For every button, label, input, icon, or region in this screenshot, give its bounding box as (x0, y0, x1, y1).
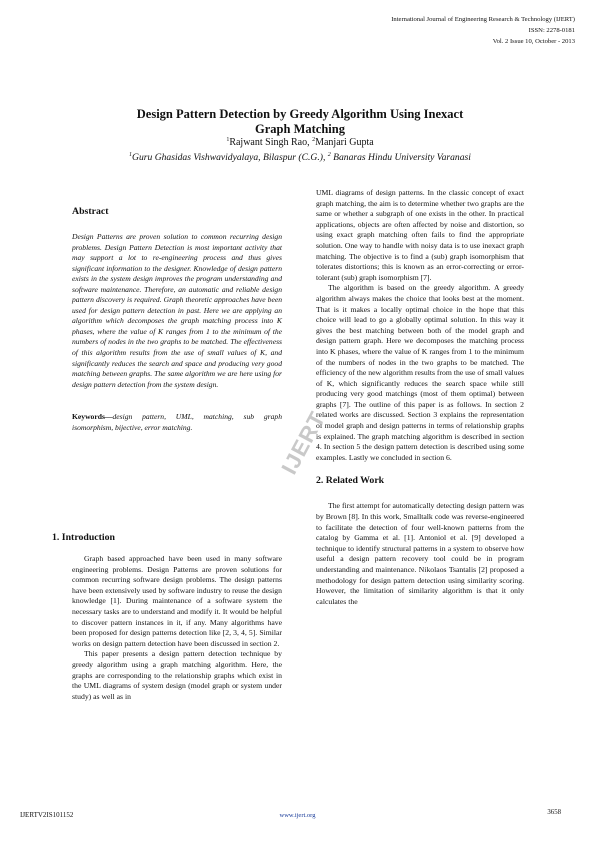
paper-id: IJERTV2IS101152 (20, 811, 74, 819)
affil1-sup: 1 (129, 152, 133, 158)
left-column-top (72, 196, 282, 433)
intro-paragraph-4: The algorithm is based on the greedy algorithm. A greedy algorithm always makes the choice that looks best at the moment. That is it makes a locally optimal choice in the hope that this choice will lead to go a globally optimal solution. In this way it gives the best matching between both of the model graph and design pattern graph. Here we decomposes the matching process into K phases, where the value of K ranges from 1 to the minimum of the numbers of nodes in the two graphs to be matched. The efficiency of the new algorithm results from the use of small values of K, which significantly reduces the search space while still producing very good matchings (most of them optimal) between graphs [7]. The outline of this paper is as follows. In section 2 related works are discussed. Section 3 explains the representation of model graph and design patterns in terms of relationship graphs is explained. The graph matching algorithm is described in section 4. In section 5 the design pattern detection is described using some examples. Lastly we concluded in section 6. (316, 283, 524, 462)
left-column-body (72, 554, 282, 702)
authors (100, 137, 500, 149)
keywords-label: Keywords— (72, 412, 113, 422)
ijert-watermark: IJERT (276, 407, 331, 479)
title-line-1: Design Pattern Detection by Greedy Algorithm Using Inexact (136, 107, 464, 121)
author1-sup: 1 (226, 137, 230, 143)
introduction-heading: 1. Introduction (52, 532, 115, 543)
abstract-text: Design Patterns are proven solution to common recurring design problems. Design Pattern Detection is most important activity that may support a lot to re-engineering process and thus gives significant information to the designer. Knowledge of design pattern exists in the system design improves the program understanding and software maintenance. Therefore, an automatic and reliable design pattern discovery is required. Graph theoretic approaches have been used for design pattern detection in past. Here we are applying an algorithm which decomposes the graph matching process into K phases, where the value of K ranges from 1 to the minimum of the numbers of nodes in the two graphs to be matched. The effectiveness of this algorithm results from the use of small values of K, and significantly reduces the search and space and producing very good matching between graphs. The same algorithm we are here using for design pattern detection from the system design. (72, 232, 282, 389)
volume-issue: Vol. 2 Issue 10, October - 2013 (492, 38, 575, 45)
author2: Manjari Gupta (315, 137, 374, 148)
related-work-heading: 2. Related Work (316, 475, 385, 487)
journal-name: International Journal of Engineering Research & Technology (IJERT) (391, 16, 575, 23)
title-line-2: Graph Matching (255, 122, 345, 136)
keywords (72, 412, 282, 433)
affil1: Guru Ghasidas Vishwavidyalaya, Bilaspur (C.G.), (132, 152, 328, 163)
affil2: Banaras Hindu University Varanasi (330, 152, 471, 163)
intro-paragraph-1: Graph based approached have been used in many software engineering problems. Design Patterns are proven solutions for common recurring software design problems. The design patterns have been extensively used by software industry to reuse the design knowledge [1]. During maintenance of a software system the necessary tasks are to understand and modify it. It would be helpful to discover pattern instances in it, if any. Many algorithms have been proposed for design patterns detection like [2, 3, 4, 5]. Similar works on design pattern detection have been discussed in section 2. (72, 554, 282, 648)
page-number: 3658 (547, 809, 561, 816)
website-link[interactable]: www.ijert.org (279, 812, 316, 819)
right-column (316, 188, 524, 607)
intro-paragraph-3: UML diagrams of design patterns. In the classic concept of exact graph matching, the aim is to determine whether two graphs are the same or whether a subgraph of one exists in the other. In practical applications, objects are often affected by noise and distortion, so using exact graph matching often fails to find the appropriate solution. One way to handle with noisy data is to use inexact graph matching. The objective is to find a (sub) graph isomorphism that tolerates distortions; this is known as an error-correcting or error-tolerant (sub) graph isomorphism [7]. (316, 188, 524, 282)
issn: ISSN: 2278-0181 (528, 27, 575, 34)
paper-title (100, 107, 500, 137)
related-work-paragraph-1: The first attempt for automatically detecting design pattern was by Brown [8]. In this work, Smalltalk code was reverse-engineered to facilitate the detection of four well-known patterns from the catalog by Gamma et al. [1]. Antoniol et al. [9] developed a technique to identify structural patterns in a system to observe how useful a design pattern recovery tool could be in program understanding and maintenance. Nikolaos Tsantalis [2] proposed a methodology for design pattern detection using similarity scoring. However, the limitation of similarity algorithm is that it only calculates the (316, 501, 524, 606)
affiliations (40, 152, 560, 164)
keywords-text: design pattern, UML, matching, sub graph isomorphism, bijective, error matching. (72, 412, 282, 432)
intro-paragraph-2: This paper presents a design pattern detection technique by greedy algorithm using a graph matching algorithm. Here, the graphs are corresponding to the relationship graphs which exist in the UML diagrams of system design (model graph or system under study) as well as in (72, 649, 282, 701)
abstract-heading: Abstract (72, 206, 109, 217)
author1: Rajwant Singh Rao, (229, 137, 313, 148)
affil2-sup: 2 (327, 152, 331, 158)
author2-sup: 2 (312, 137, 316, 143)
journal-header (325, 14, 575, 47)
